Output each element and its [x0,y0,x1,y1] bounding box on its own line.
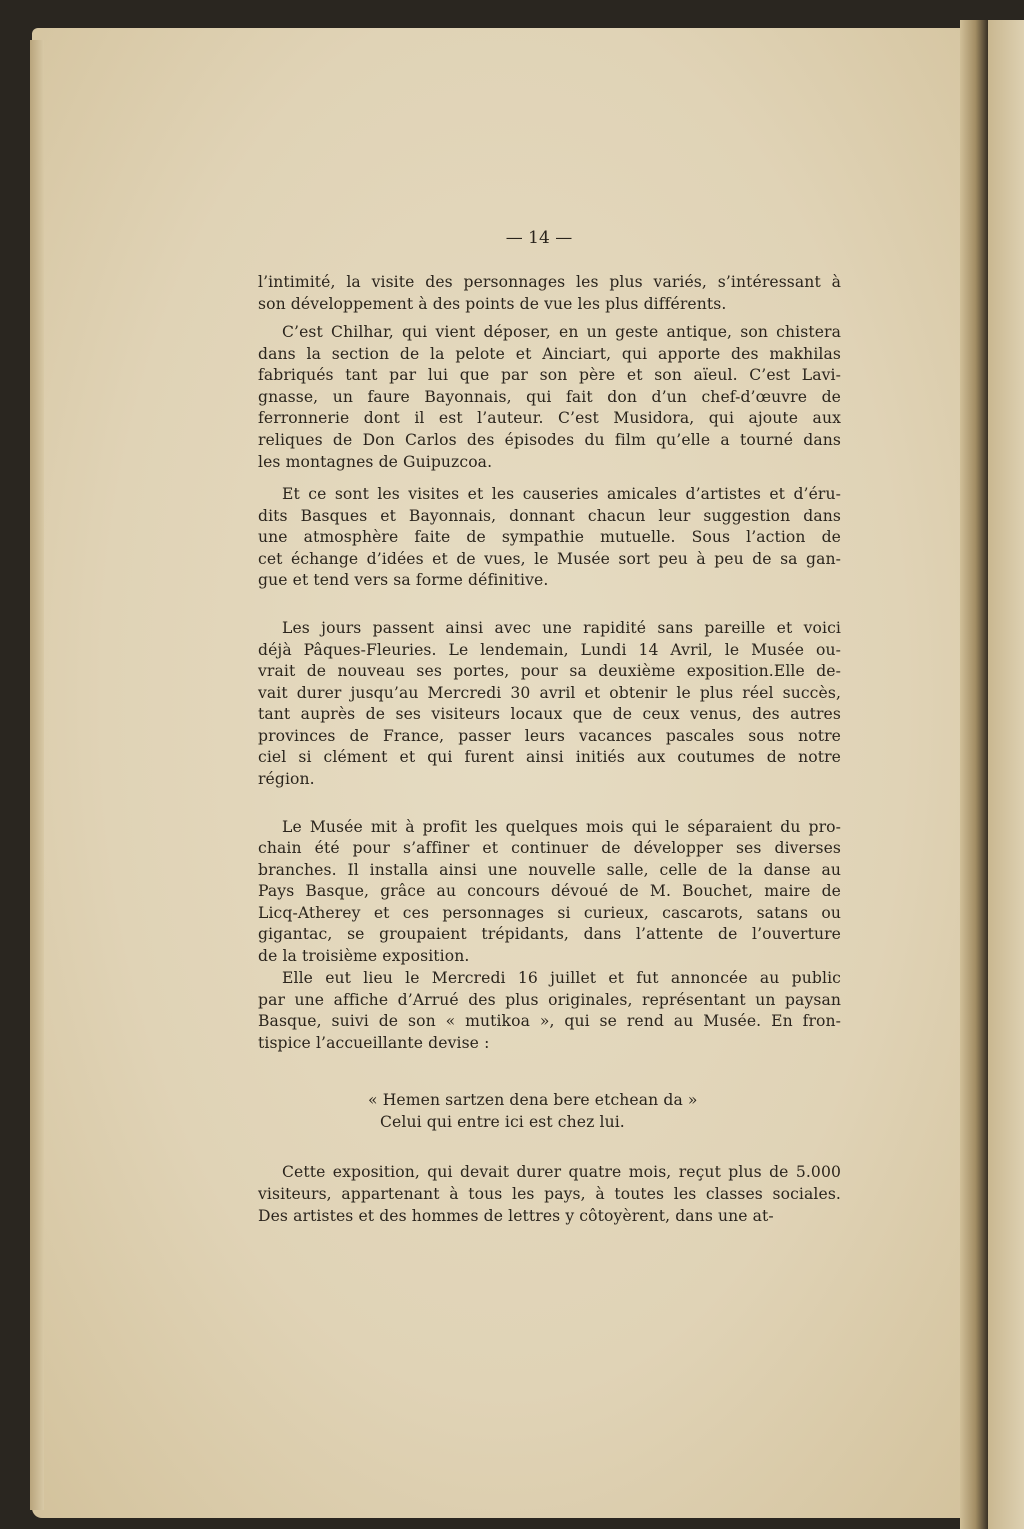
text-line: Pays Basque, grâce au concours dévoué de M. Bouchet, maire de [258,882,841,900]
text-line: cet échange d’idées et de vues, le Musée sort peu à peu de sa gan- [258,550,841,568]
text-line: branches. Il installa ainsi une nouvelle salle, celle de la danse au [258,861,841,879]
text-line: visiteurs, appartenant à tous les pays, à toutes les classes sociales. [258,1185,841,1203]
text-line: vrait de nouveau ses portes, pour sa deuxième exposition.Elle de- [258,662,841,680]
text-line: dans la section de la pelote et Ainciart, qui apporte des makhilas [258,345,841,363]
page-number: — 14 — [505,228,573,248]
text-line: vait durer jusqu’au Mercredi 30 avril et obtenir le plus réel succès, [258,684,841,702]
text-line: gue et tend vers sa forme définitive. [258,571,549,589]
text-line: Licq-Atherey et ces personnages si curieux, cascarots, satans ou [258,904,841,922]
text-line: Basque, suivi de son « mutikoa », qui se rend au Musée. En fron- [258,1012,841,1030]
text-line: l’intimité, la visite des personnages les plus variés, s’intéressant à [258,273,841,291]
text-line: Le Musée mit à profit les quelques mois qui le séparaient du pro- [282,818,841,836]
text-line: fabriqués tant par lui que par son père et son aïeul. C’est Lavi- [258,366,841,384]
text-line: Des artistes et des hommes de lettres y côtoyèrent, dans une at- [258,1207,774,1225]
text-line: son développement à des points de vue les plus différents. [258,295,727,313]
text-line: une atmosphère faite de sympathie mutuelle. Sous l’action de [258,528,841,546]
text-line: Elle eut lieu le Mercredi 16 juillet et fut annoncée au public [282,969,841,987]
text-line: Les jours passent ainsi avec une rapidité sans pareille et voici [282,619,841,637]
text-line: gnasse, un faure Bayonnais, qui fait don d’un chef-d’œuvre de [258,388,841,406]
text-line: Et ce sont les visites et les causeries amicales d’artistes et d’éru- [282,485,841,503]
text-line: de la troisième exposition. [258,947,470,965]
text-line: provinces de France, passer leurs vacances pascales sous notre [258,727,841,745]
text-line: Celui qui entre ici est chez lui. [380,1113,625,1131]
text-line: par une affiche d’Arrué des plus originales, représentant un paysan [258,991,841,1009]
text-line: ferronnerie dont il est l’auteur. C’est Musidora, qui ajoute aux [258,409,841,427]
text-line: ciel si clément et qui furent ainsi initiés aux coutumes de notre [258,748,841,766]
text-line: « Hemen sartzen dena bere etchean da » [368,1091,698,1109]
text-line: dits Basques et Bayonnais, donnant chacun leur suggestion dans [258,507,841,525]
text-line: déjà Pâques-Fleuries. Le lendemain, Lundi 14 Avril, le Musée ou- [258,641,841,659]
text-line: tispice l’accueillante devise : [258,1034,490,1052]
text-line: tant auprès de ses visiteurs locaux que de ceux venus, des autres [258,705,841,723]
text-line: chain été pour s’affiner et continuer de développer ses diverses [258,839,841,857]
text-line: Cette exposition, qui devait durer quatre mois, reçut plus de 5.000 [282,1163,841,1181]
text-line: région. [258,770,315,788]
text-line: les montagnes de Guipuzcoa. [258,453,493,471]
text-line: gigantac, se groupaient trépidants, dans l’attente de l’ouverture [258,925,841,943]
text-line: reliques de Don Carlos des épisodes du film qu’elle a tourné dans [258,431,841,449]
page-left-edge [30,40,44,1510]
text-line: C’est Chilhar, qui vient déposer, en un geste antique, son chistera [282,323,841,341]
